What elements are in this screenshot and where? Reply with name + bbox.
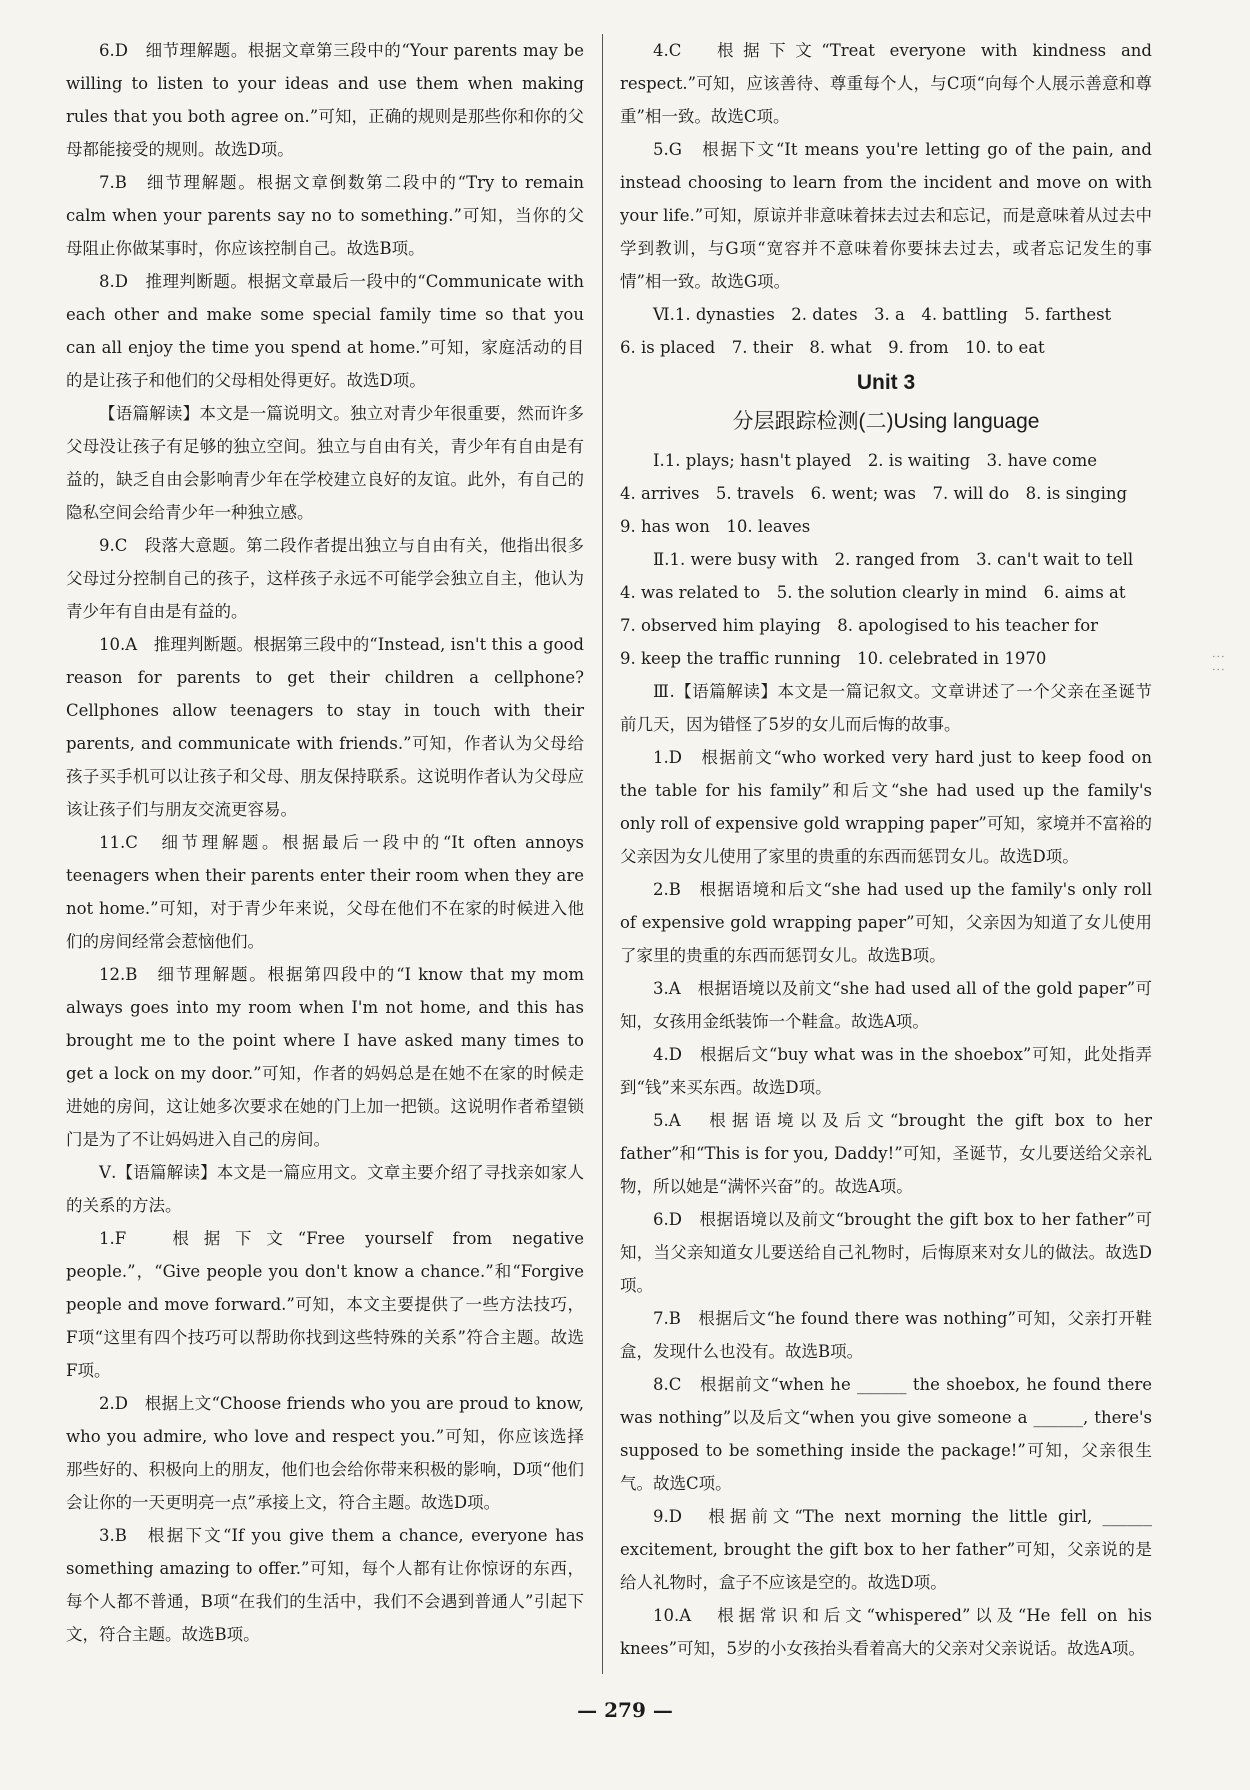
answer-row: 9. has won 10. leaves [620, 517, 811, 536]
explanation-paragraph: 2.D 根据上文“Choose friends who you are proud to know, who you admire, who love and respect you.”可知，你应该选择那些好的、积极向上的朋友，他们也会给你带来积极的影响，D项“他们会让你的一天更明亮一点”承接上文，符合主题。故选D项。 [66, 1394, 584, 1512]
answer-row: 6. is placed 7. their 8. what 9. from 10. to eat [620, 338, 1045, 357]
answer-row: 9. keep the traffic running 10. celebrated in 1970 [620, 649, 1047, 668]
explanation-paragraph: 7.B 根据后文“he found there was nothing”可知，父亲打开鞋盒，发现什么也没有。故选B项。 [620, 1309, 1152, 1361]
explanation-paragraph: 7.B 细节理解题。根据文章倒数第二段中的“Try to remain calm when your parents say no to something.”可知，当你的父母阻止你做某事时，你应该控制自己。故选B项。 [66, 173, 584, 258]
section-heading: 分层跟踪检测(二)Using language [732, 410, 1040, 433]
explanation-paragraph: 6.D 根据语境以及前文“brought the gift box to her father”可知，当父亲知道女儿要送给自己礼物时，后悔原来对女儿的做法。故选D项。 [620, 1210, 1152, 1295]
explanation-paragraph: Ⅲ.【语篇解读】本文是一篇记叙文。文章讲述了一个父亲在圣诞节前几天，因为错怪了5岁的女儿而后悔的故事。 [620, 682, 1152, 734]
answer-row: 7. observed him playing 8. apologised to his teacher for [620, 616, 1099, 635]
explanation-paragraph: 4.D 根据后文“buy what was in the shoebox”可知，此处指弄到“钱”来买东西。故选D项。 [620, 1045, 1152, 1097]
answer-row: Ⅵ.1. dynasties 2. dates 3. a 4. battling 5. farthest [653, 305, 1112, 324]
explanation-paragraph: 3.A 根据语境以及前文“she had used all of the gold paper”可知，女孩用金纸装饰一个鞋盒。故选A项。 [620, 979, 1152, 1031]
answer-row: 4. was related to 5. the solution clearly in mind 6. aims at [620, 583, 1126, 602]
explanation-paragraph: 6.D 细节理解题。根据文章第三段中的“Your parents may be willing to listen to your ideas and use them when making rules that you both agree on.”可知，正确的规则是那些你和你的父母都能接受的规则。故选D项。 [66, 41, 584, 159]
answer-row: Ⅰ.1. plays; hasn't played 2. is waiting 3. have come [653, 451, 1097, 470]
explanation-paragraph: 10.A 推理判断题。根据第三段中的“Instead, isn't this a good reason for parents to get their children a cellphone? Cellphones allow teenagers to stay in touch with their parents, and communicate with friends.”可知，作者认为父母给孩子买手机可以让孩子和父母、朋友保持联系。这说明作者认为父母应该让孩子们与朋友交流更容易。 [66, 635, 584, 819]
explanation-paragraph: 9.D 根据前文“The next morning the little girl, ______ excitement, brought the gift box to her father”可知，父亲说的是给人礼物时，盒子不应该是空的。故选D项。 [620, 1507, 1152, 1592]
explanation-paragraph: Ⅴ.【语篇解读】本文是一篇应用文。文章主要介绍了寻找亲如家人的关系的方法。 [66, 1163, 584, 1215]
explanation-paragraph: 5.G 根据下文“It means you're letting go of the pain, and instead choosing to learn from the incident and move on with your life.”可知，原谅并非意味着抹去过去和忘记，而是意味着从过去中学到教训，与G项“宽容并不意味着你要抹去过去，或者忘记发生的事情”相一致。故选G项。 [620, 140, 1152, 291]
column-divider [602, 34, 603, 1674]
explanation-paragraph: 9.C 段落大意题。第二段作者提出独立与自由有关，他指出很多父母过分控制自己的孩子，这样孩子永远不可能学会独立自主，他认为青少年有自由是有益的。 [66, 536, 584, 621]
explanation-paragraph: 1.D 根据前文“who worked very hard just to keep food on the table for his family”和后文“she had used up the family's only roll of expensive gold wrapping paper”可知，家境并不富裕的父亲因为女儿使用了家里的贵重的东西而惩罚女儿。故选D项。 [620, 748, 1152, 866]
edge-scan-mark: ⋮⋮ [1210, 650, 1225, 676]
explanation-paragraph: 2.B 根据语境和后文“she had used up the family's only roll of expensive gold wrapping paper”可知，父亲因为知道了女儿使用了家里的贵重的东西而惩罚女儿。故选B项。 [620, 880, 1152, 965]
explanation-paragraph: 5.A 根据语境以及后文“brought the gift box to her father”和“This is for you, Daddy!”可知，圣诞节，女儿要送给父亲礼物，所以她是“满怀兴奋”的。故选A项。 [620, 1111, 1152, 1196]
explanation-paragraph: 4.C 根据下文“Treat everyone with kindness and respect.”可知，应该善待、尊重每个人，与C项“向每个人展示善意和尊重”相一致。故选C项。 [620, 41, 1152, 126]
explanation-paragraph: 8.D 推理判断题。根据文章最后一段中的“Communicate with each other and make some special family time so that you can all enjoy the time you spend at home.”可知，家庭活动的目的是让孩子和他们的父母相处得更好。故选D项。 [66, 272, 584, 390]
answer-row: Ⅱ.1. were busy with 2. ranged from 3. can't wait to tell [653, 550, 1134, 569]
explanation-paragraph: 11.C 细节理解题。根据最后一段中的“It often annoys teenagers when their parents enter their room when they are not home.”可知，对于青少年来说，父母在他们不在家的时候进入他们的房间经常会惹恼他们。 [66, 833, 584, 951]
explanation-paragraph: 【语篇解读】本文是一篇说明文。独立对青少年很重要，然而许多父母没让孩子有足够的独立空间。独立与自由有关，青少年有自由是有益的，缺乏自由会影响青少年在学校建立良好的友谊。此外，有自己的隐私空间会给青少年一种独立感。 [66, 404, 584, 522]
explanation-paragraph: 12.B 细节理解题。根据第四段中的“I know that my mom always goes into my room when I'm not home, and this has brought me to the point where I have asked many times to get a lock on my door.”可知，作者的妈妈总是在她不在家的时候走进她的房间，这让她多次要求在她的门上加一把锁。这说明作者希望锁门是为了不让妈妈进入自己的房间。 [66, 965, 584, 1149]
answer-row: 4. arrives 5. travels 6. went; was 7. will do 8. is singing [620, 484, 1128, 503]
page-number: — 279 — [577, 1698, 673, 1722]
left-column [66, 34, 584, 1651]
explanation-paragraph: 3.B 根据下文“If you give them a chance, everyone has something amazing to offer.”可知，每个人都有让你惊讶的东西，每个人都不普通，B项“在我们的生活中，我们不会遇到普通人”引起下文，符合主题。故选B项。 [66, 1526, 584, 1644]
unit-heading: Unit 3 [856, 371, 916, 394]
explanation-paragraph: 10.A 根据常识和后文“whispered”以及“He fell on his knees”可知，5岁的小女孩抬头看着高大的父亲对父亲说话。故选A项。 [620, 1606, 1152, 1658]
explanation-paragraph: 8.C 根据前文“when he ______ the shoebox, he found there was nothing”以及后文“when you give someone a ______, there's supposed to be something inside the package!”可知，父亲很生气。故选C项。 [620, 1375, 1152, 1493]
right-column [620, 34, 1152, 1665]
explanation-paragraph: 1.F 根据下文“Free yourself from negative people.”，“Give people you don't know a chance.”和“Forgive people and move forward.”可知，本文主要提供了一些方法技巧，F项“这里有四个技巧可以帮助你找到这些特殊的关系”符合主题。故选F项。 [66, 1229, 584, 1380]
